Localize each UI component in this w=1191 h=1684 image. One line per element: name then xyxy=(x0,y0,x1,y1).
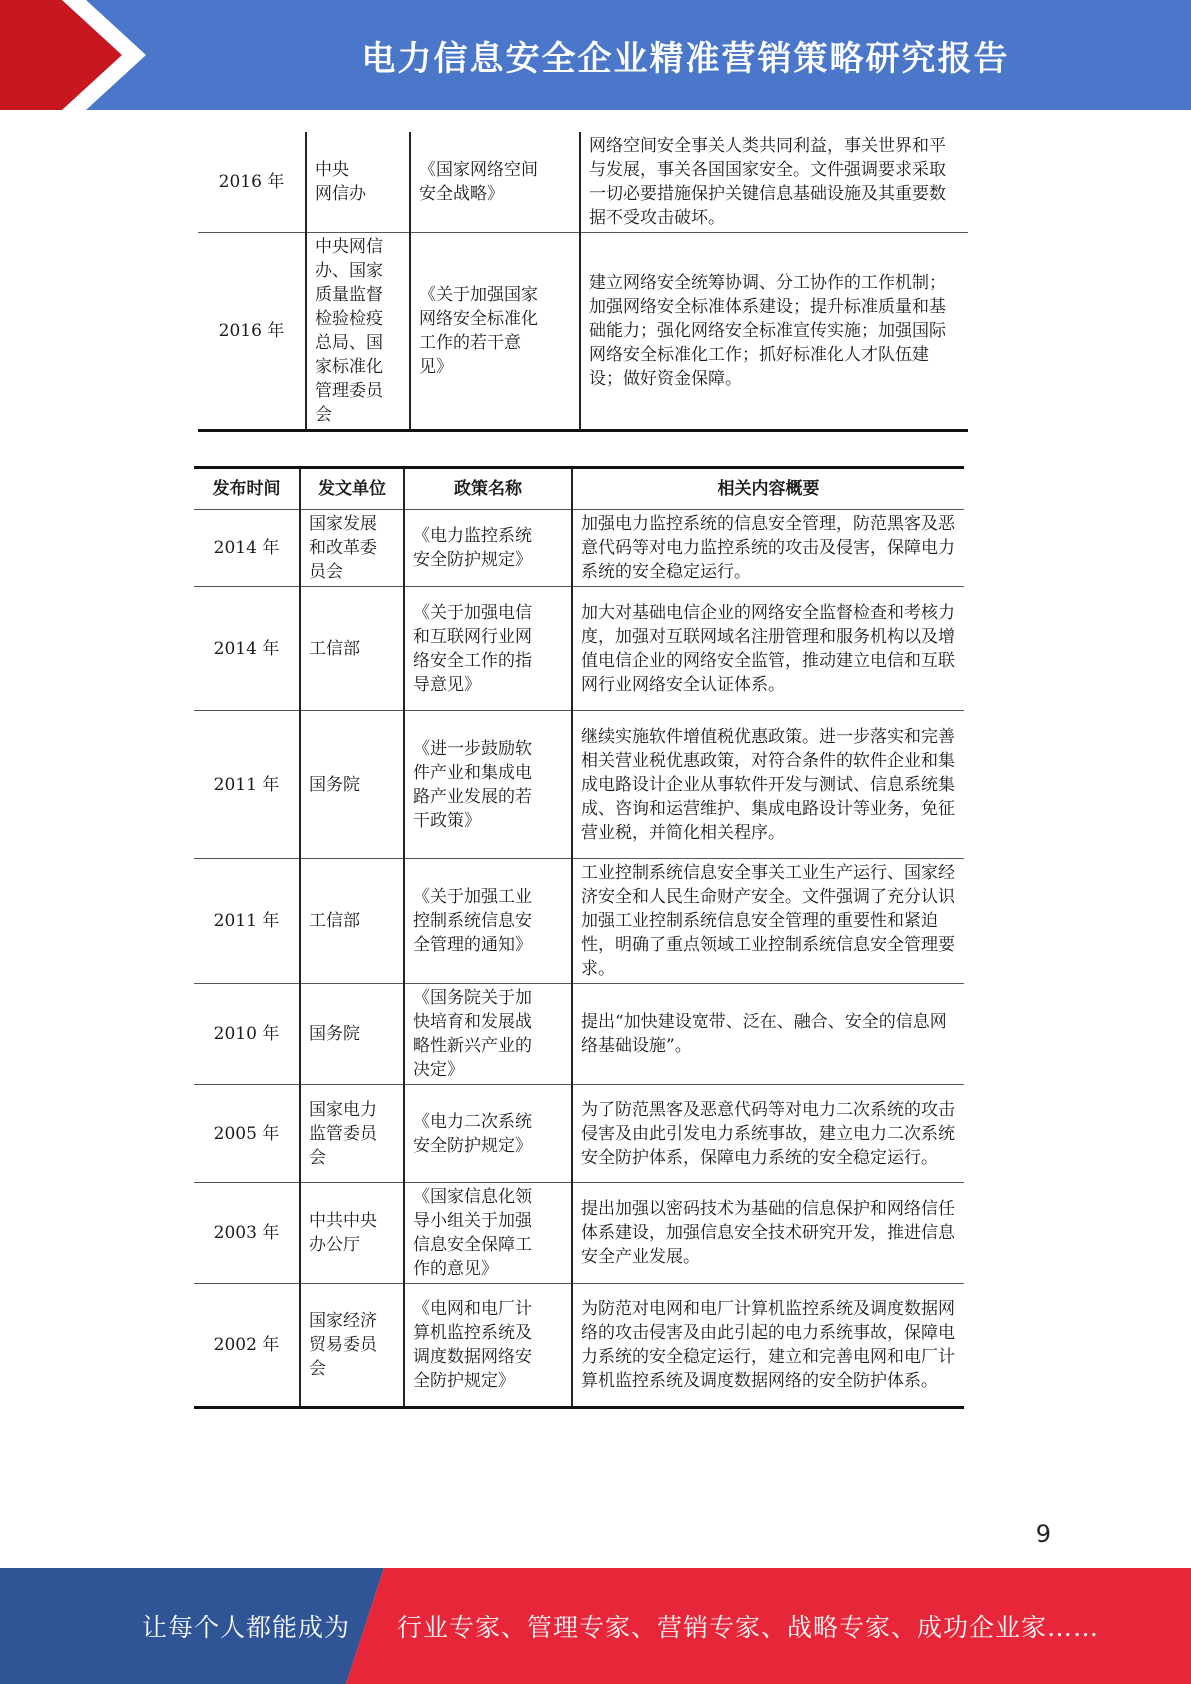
cell-name: 《国家信息化领 导小组关于加强 信息安全保障工 作的意见》 xyxy=(404,1183,572,1284)
cell-unit: 中共中央 办公厅 xyxy=(300,1183,404,1284)
cell-unit: 中央 网信办 xyxy=(306,132,410,233)
table-row xyxy=(194,859,964,984)
table-row xyxy=(194,1085,964,1183)
cell-year: 2014 年 xyxy=(194,587,300,711)
header-policy-name: 政策名称 xyxy=(404,468,572,510)
cell-name: 《电网和电厂计 算机监控系统及 调度数据网络安 全防护规定》 xyxy=(404,1284,572,1408)
table-header-row xyxy=(194,468,964,510)
cell-unit: 工信部 xyxy=(300,587,404,711)
footer-band xyxy=(0,1568,1191,1684)
cell-year: 2005 年 xyxy=(194,1085,300,1183)
cell-name: 《电力二次系统 安全防护规定》 xyxy=(404,1085,572,1183)
cell-desc: 提出“加快建设宽带、泛在、融合、安全的信息网络基础设施”。 xyxy=(572,984,964,1085)
table-row xyxy=(194,1183,964,1284)
cell-name: 《关于加强工业 控制系统信息安 全管理的通知》 xyxy=(404,859,572,984)
header-issuer: 发文单位 xyxy=(300,468,404,510)
cell-name: 《国家网络空间 安全战略》 xyxy=(410,132,580,233)
cell-year: 2011 年 xyxy=(194,711,300,859)
cell-year: 2016 年 xyxy=(198,132,306,233)
table-row xyxy=(194,984,964,1085)
policy-table xyxy=(194,466,964,1409)
cell-name: 《电力监控系统 安全防护规定》 xyxy=(404,510,572,587)
cell-desc: 网络空间安全事关人类共同利益，事关世界和平与发展，事关各国国家安全。文件强调要求采取一切必要措施保护关键信息基础设施及其重要数据不受攻击破坏。 xyxy=(580,132,968,233)
footer-slogan-right: 行业专家、管理专家、营销专家、战略专家、成功企业家…… xyxy=(397,1613,1100,1642)
cell-name: 《进一步鼓励软 件产业和集成电 路产业发展的若 干政策》 xyxy=(404,711,572,859)
cell-unit: 国务院 xyxy=(300,711,404,859)
table-row xyxy=(194,510,964,587)
cell-desc: 工业控制系统信息安全事关工业生产运行、国家经济安全和人民生命财产安全。文件强调了充分认识加强工业控制系统信息安全管理的重要性和紧迫性，明确了重点领域工业控制系统信息安全管理要求。 xyxy=(572,859,964,984)
footer-slogan-left: 让每个人都能成为 xyxy=(142,1613,351,1642)
cell-desc: 提出加强以密码技术为基础的信息保护和网络信任体系建设，加强信息安全技术研究开发，推进信息安全产业发展。 xyxy=(572,1183,964,1284)
policy-table-continued xyxy=(198,132,968,432)
cell-unit: 国家经济 贸易委员 会 xyxy=(300,1284,404,1408)
cell-year: 2011 年 xyxy=(194,859,300,984)
cell-desc: 继续实施软件增值税优惠政策。进一步落实和完善相关营业税优惠政策，对符合条件的软件企业和集成电路设计企业从事软件开发与测试、信息系统集成、咨询和运营维护、集成电路设计等业务，免征营业税，并简化相关程序。 xyxy=(572,711,964,859)
cell-name: 《关于加强国家 网络安全标准化 工作的若干意 见》 xyxy=(410,233,580,431)
table-row xyxy=(198,132,968,233)
table-row xyxy=(198,233,968,431)
header-release-time: 发布时间 xyxy=(194,468,300,510)
page-number: 9 xyxy=(1035,1520,1051,1548)
cell-desc: 为了防范黑客及恶意代码等对电力二次系统的攻击侵害及由此引发电力系统事故，建立电力二次系统安全防护体系，保障电力系统的安全稳定运行。 xyxy=(572,1085,964,1183)
cell-year: 2016 年 xyxy=(198,233,306,431)
cell-name: 《国务院关于加 快培育和发展战 略性新兴产业的 决定》 xyxy=(404,984,572,1085)
header-band xyxy=(0,0,1191,110)
cell-unit: 国务院 xyxy=(300,984,404,1085)
table-row xyxy=(194,1284,964,1408)
cell-unit: 国家发展 和改革委 员会 xyxy=(300,510,404,587)
cell-year: 2002 年 xyxy=(194,1284,300,1408)
header-summary: 相关内容概要 xyxy=(572,468,964,510)
cell-year: 2003 年 xyxy=(194,1183,300,1284)
cell-desc: 加大对基础电信企业的网络安全监督检查和考核力度，加强对互联网域名注册管理和服务机构以及增值电信企业的网络安全监管，推动建立电信和互联网行业网络安全认证体系。 xyxy=(572,587,964,711)
cell-unit: 中央网信 办、国家 质量监督 检验检疫 总局、国 家标准化 管理委员 会 xyxy=(306,233,410,431)
document-title: 电力信息安全企业精准营销策略研究报告 xyxy=(361,38,1010,79)
cell-year: 2010 年 xyxy=(194,984,300,1085)
cell-desc: 加强电力监控系统的信息安全管理，防范黑客及恶意代码等对电力监控系统的攻击及侵害，保障电力系统的安全稳定运行。 xyxy=(572,510,964,587)
table-row xyxy=(194,711,964,859)
cell-year: 2014 年 xyxy=(194,510,300,587)
cell-unit: 国家电力 监管委员 会 xyxy=(300,1085,404,1183)
cell-desc: 为防范对电网和电厂计算机监控系统及调度数据网络的攻击侵害及由此引起的电力系统事故，保障电力系统的安全稳定运行，建立和完善电网和电厂计算机监控系统及调度数据网络的安全防护体系。 xyxy=(572,1284,964,1408)
chevron-decoration-icon xyxy=(0,0,160,110)
table-row xyxy=(194,587,964,711)
cell-name: 《关于加强电信 和互联网行业网 络安全工作的指 导意见》 xyxy=(404,587,572,711)
cell-desc: 建立网络安全统筹协调、分工协作的工作机制；加强网络安全标准体系建设；提升标准质量和基础能力；强化网络安全标准宣传实施；加强国际网络安全标准化工作；抓好标准化人才队伍建设；做好资金保障。 xyxy=(580,233,968,431)
cell-unit: 工信部 xyxy=(300,859,404,984)
